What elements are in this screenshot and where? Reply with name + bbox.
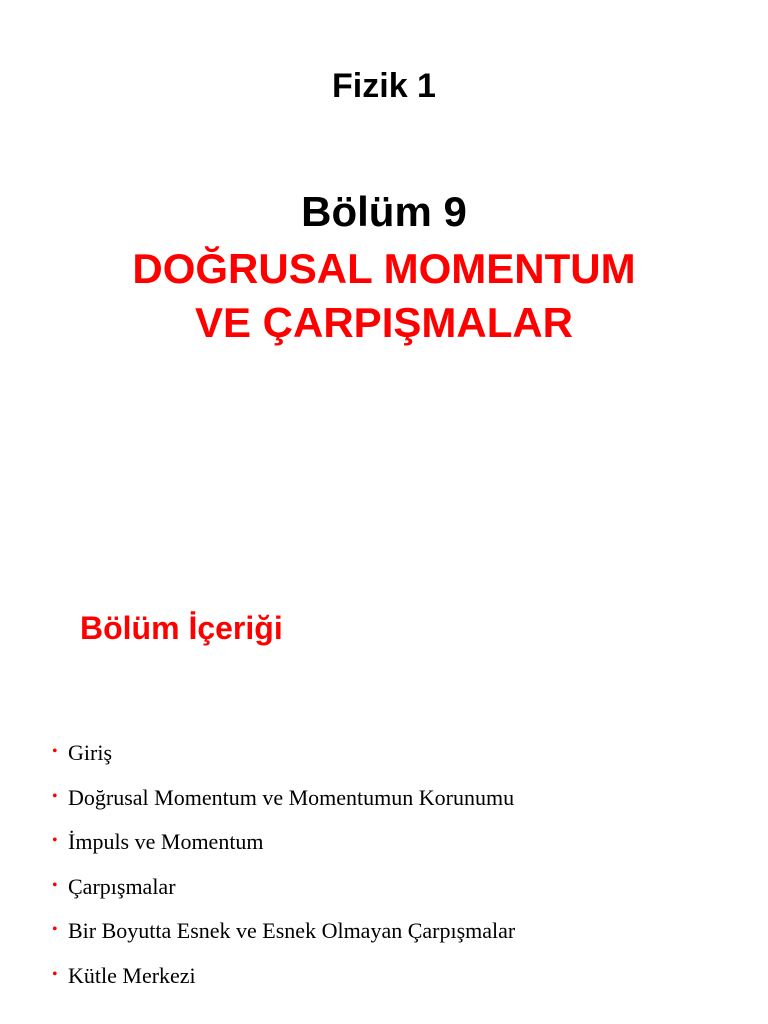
course-title: Fizik 1: [332, 67, 436, 105]
list-item-text: Çarpışmalar: [68, 873, 176, 899]
list-item: [52, 908, 515, 953]
list-item-text: Bir Boyutta Esnek ve Esnek Olmayan Çarpışmalar: [68, 918, 516, 943]
list-item-text: Giriş: [68, 740, 112, 765]
list-item: [52, 953, 515, 998]
bullet-icon: •: [52, 787, 58, 805]
contents-list: [52, 730, 515, 997]
chapter-title-line-2: VE ÇARPIŞMALAR: [194, 299, 574, 346]
bullet-icon: •: [52, 832, 58, 849]
chapter-title: [0, 242, 768, 350]
bullet-icon: •: [52, 965, 58, 983]
chapter-title-line-1: DOĞRUSAL MOMENTUM: [132, 245, 636, 292]
list-item: [52, 864, 515, 909]
list-item: [52, 730, 515, 775]
contents-heading: Bölüm İçeriği: [80, 610, 283, 646]
bullet-icon: •: [52, 743, 58, 760]
list-item: [52, 819, 515, 864]
bullet-icon: •: [52, 921, 58, 938]
list-item-text: Doğrusal Momentum ve Momentumun Korunumu: [68, 784, 515, 810]
list-item: [52, 775, 515, 820]
bullet-icon: •: [52, 876, 58, 894]
list-item-text: İmpuls ve Momentum: [68, 829, 264, 854]
chapter-number: Bölüm 9: [301, 188, 467, 235]
list-item-text: Kütle Merkezi: [68, 962, 196, 988]
